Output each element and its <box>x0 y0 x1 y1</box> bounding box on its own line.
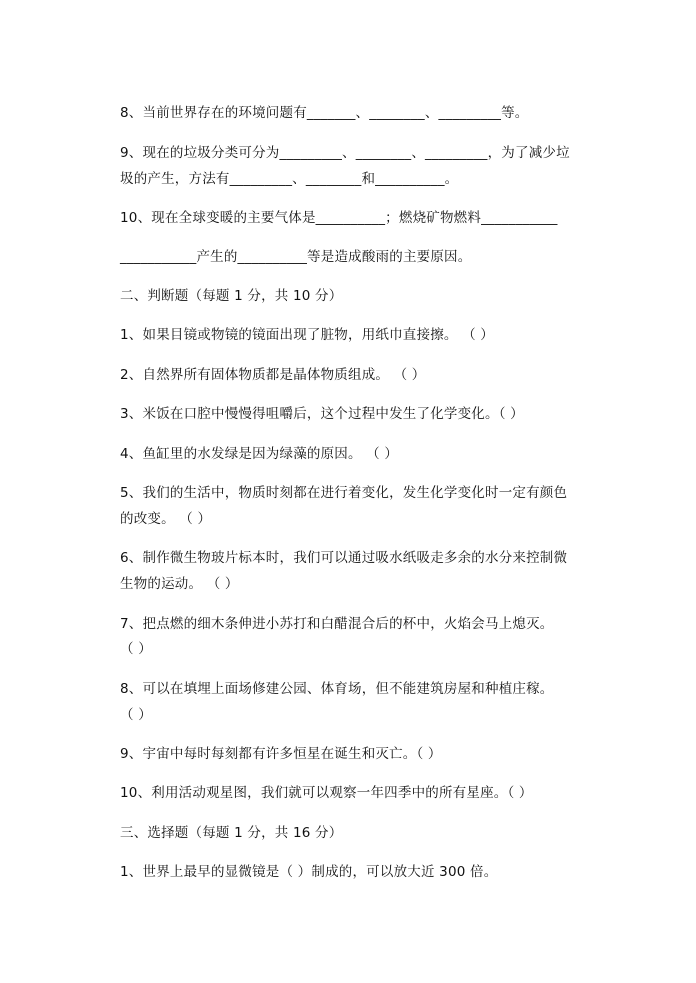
judge-question-10: 10、利用活动观星图，我们就可以观察一年四季中的所有星座。（ ） <box>120 785 533 801</box>
judge-question-5-line1: 5、我们的生活中，物质时刻都在进行着变化，发生化学变化时一定有颜色 <box>120 485 568 501</box>
judge-question-8-line1: 8、可以在填埋上面场修建公园、体育场，但不能建筑房屋和种植庄稼。 <box>120 681 554 697</box>
judge-question-4: 4、鱼缸里的水发绿是因为绿藻的原因。 （ ） <box>120 446 399 462</box>
judge-question-2: 2、自然界所有固体物质都是晶体物质组成。 （ ） <box>120 367 426 383</box>
judge-question-9: 9、宇宙中每时每刻都有许多恒星在诞生和灭亡。（ ） <box>120 746 442 762</box>
choice-question-1: 1、世界上最早的显微镜是（ ）制成的，可以放大近 300 倍。 <box>120 864 498 880</box>
section-choice-heading: 三、选择题（每题 1 分，共 16 分） <box>120 825 343 841</box>
judge-question-5-line2: 的改变。 （ ） <box>120 511 212 527</box>
fill-question-9-line2: 圾的产生，方法有_________、________和__________。 <box>120 171 459 187</box>
judge-question-7-line1: 7、把点燃的细木条伸进小苏打和白醋混合后的杯中，火焰会马上熄灭。 <box>120 616 554 632</box>
fill-question-10-line1: 10、现在全球变暖的主要气体是__________；燃烧矿物燃料___________ <box>120 210 558 226</box>
fill-question-8: 8、当前世界存在的环境问题有_______、________、_________等。 <box>120 105 529 121</box>
judge-question-7-line2: （ ） <box>120 641 152 657</box>
judge-question-8-line2: （ ） <box>120 707 152 723</box>
judge-question-1: 1、如果目镜或物镜的镜面出现了脏物，用纸巾直接擦。 （ ） <box>120 327 494 343</box>
judge-question-3: 3、米饭在口腔中慢慢得咀嚼后，这个过程中发生了化学变化。（ ） <box>120 406 524 422</box>
fill-question-10-line2: ___________产生的__________等是造成酸雨的主要原因。 <box>120 249 472 265</box>
fill-question-9-line1: 9、现在的垃圾分类可分为_________、________、_________，为了减少垃 <box>120 145 570 161</box>
section-judgement-heading: 二、判断题（每题 1 分，共 10 分） <box>120 288 343 304</box>
judge-question-6-line1: 6、制作微生物玻片标本时，我们可以通过吸水纸吸走多余的水分来控制微 <box>120 550 568 566</box>
judge-question-6-line2: 生物的运动。 （ ） <box>120 576 239 592</box>
